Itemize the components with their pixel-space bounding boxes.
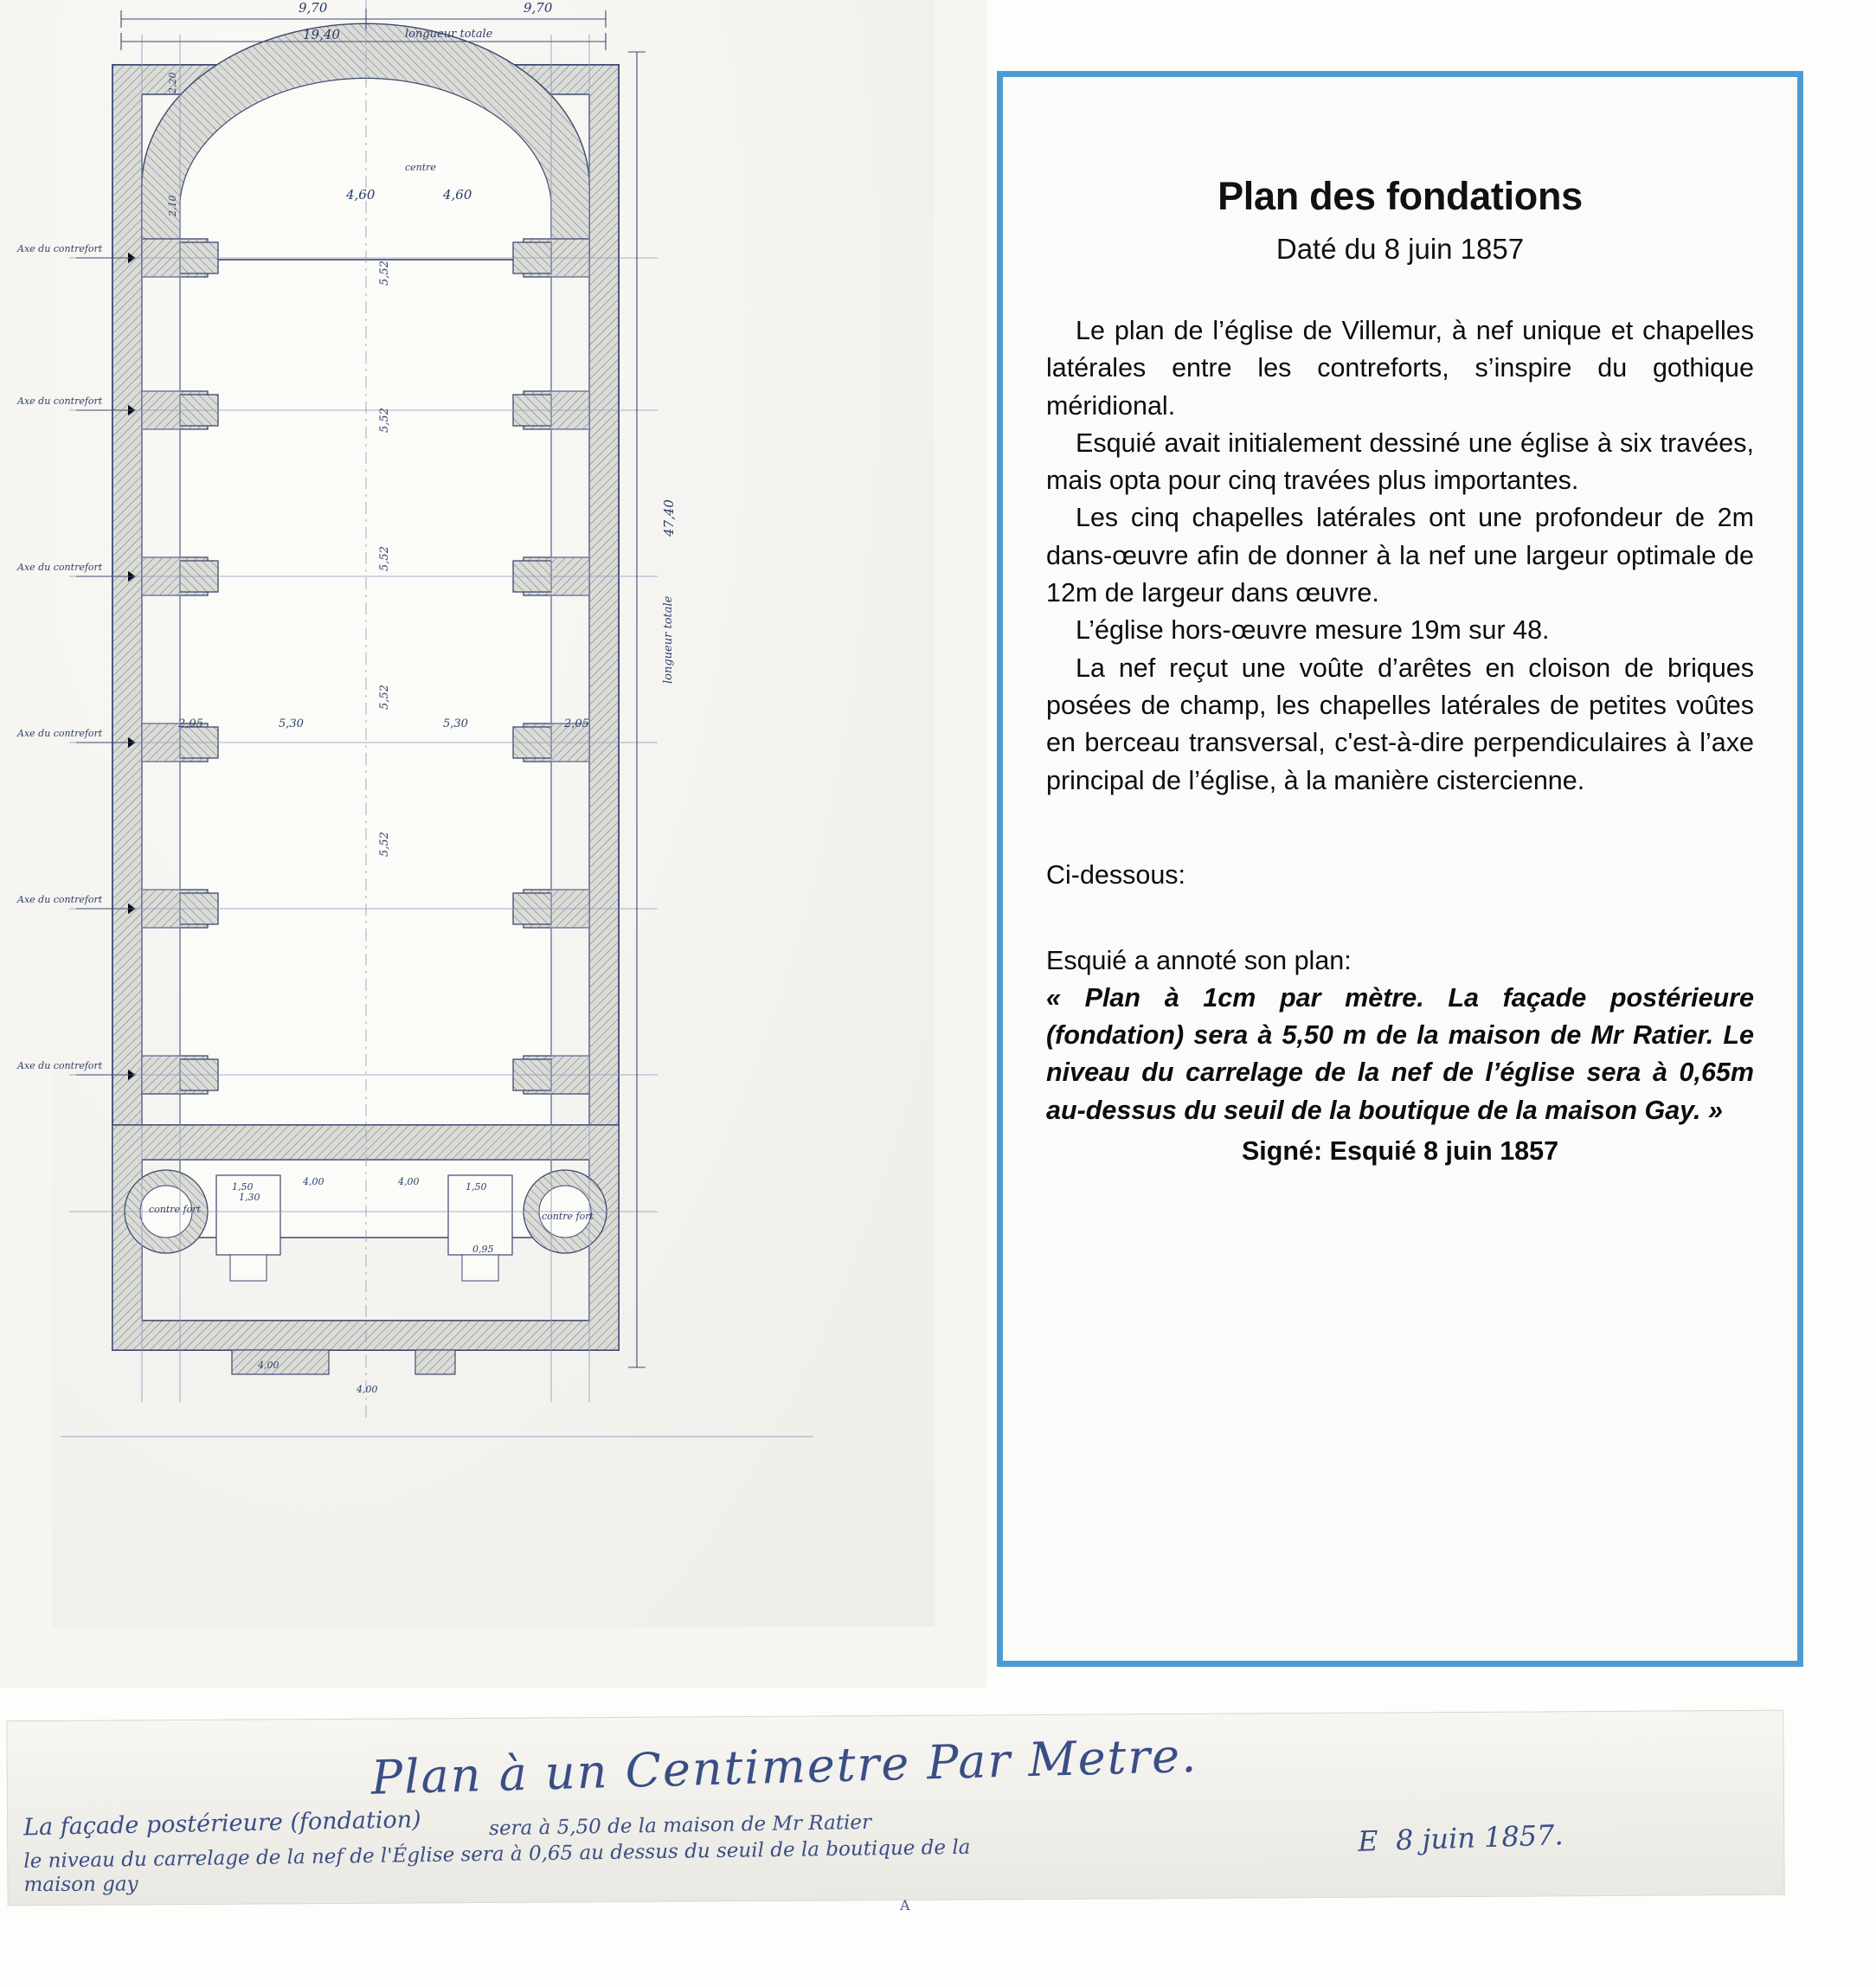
handwriting-strip-scan xyxy=(6,1710,1784,1907)
dim-front-bottom: 4,00 xyxy=(258,1360,279,1371)
buttress-label-3: Axe du contrefort xyxy=(17,562,103,573)
below-label: Ci-dessous: xyxy=(1046,859,1186,890)
page-subtitle: Daté du 8 juin 1857 xyxy=(1275,233,1525,265)
dim-right-total: 47,40 xyxy=(661,499,677,537)
annotation-intro: Esquié a annoté son plan: xyxy=(1046,945,1352,975)
dim-bay-e: 5,52 xyxy=(378,832,391,857)
dim-total-top-label: longueur totale xyxy=(405,28,493,41)
dim-right-total-label: longueur totale xyxy=(662,595,675,684)
dim-total-top: 19,40 xyxy=(303,27,340,42)
foundation-plan-scan xyxy=(0,0,986,1688)
left-tower-label: contre fort xyxy=(149,1204,201,1215)
dim-bay-d: 5,52 xyxy=(378,685,391,710)
dim-apse-left: 4,60 xyxy=(346,187,376,203)
dim-vestibule-left: 1,50 xyxy=(232,1181,254,1193)
buttress-label-6: Axe du contrefort xyxy=(17,1060,103,1071)
buttress-label-1: Axe du contrefort xyxy=(17,243,103,254)
strip-line-3: maison gay xyxy=(23,1873,138,1897)
dim-door-right: 4,00 xyxy=(398,1176,420,1187)
panel-body xyxy=(1046,312,1754,800)
strip-line-middle: sera à 5,50 de la maison de Mr Ratier xyxy=(488,1810,872,1841)
dim-top-right: 9,70 xyxy=(524,0,553,16)
buttress-label-2: Axe du contrefort xyxy=(17,395,103,407)
buttress-label-4: Axe du contrefort xyxy=(17,728,103,739)
page-marker: A xyxy=(900,1897,910,1913)
dim-nave-half-left: 5,30 xyxy=(279,717,304,730)
buttress-label-5: Axe du contrefort xyxy=(17,894,103,905)
paragraph-4: L’église hors-œuvre mesure 19m sur 48. xyxy=(1076,615,1550,646)
dim-small-b: 2,10 xyxy=(167,195,178,216)
paragraph-1: Le plan de l’église de Villemur, à nef unique et chapelles latérales entre les contreforts, s’inspire du gothique méridional. xyxy=(1046,316,1754,421)
dim-chapel-right: 2,05 xyxy=(564,717,589,730)
dim-bay-a: 5,52 xyxy=(378,260,391,286)
strip-title-handwritten: Plan à un Centimetre Par Metre. xyxy=(370,1727,1199,1805)
dim-bay-b: 5,52 xyxy=(378,408,391,433)
dim-top-left: 9,70 xyxy=(299,0,328,16)
right-tower-label: contre fort xyxy=(542,1211,594,1222)
info-panel-inner xyxy=(1032,100,1768,1635)
paragraph-2: Esquié avait initialement dessiné une église à six travées, mais opta pour cinq travées plus importantes. xyxy=(1046,428,1754,496)
signature-line: Signé: Esquié 8 juin 1857 xyxy=(1241,1136,1559,1167)
plan-drawing xyxy=(52,0,935,1627)
axis-label: centre xyxy=(405,162,436,173)
dim-front-bottom-2: 4,00 xyxy=(357,1384,378,1395)
dim-small-d: 0,95 xyxy=(472,1244,494,1255)
info-panel xyxy=(997,71,1803,1667)
dim-nave-half-right: 5,30 xyxy=(443,717,468,730)
dim-bay-c: 5,52 xyxy=(378,546,391,571)
strip-line-1: La façade postérieure (fondation) xyxy=(22,1806,421,1842)
paragraph-5: La nef reçut une voûte d’arêtes en cloison de briques posées de champ, les chapelles latérales de petites voûtes en berceau transversal, c'est-à-dire perpendiculaires à l’axe principal de l’église, à la manière cistercienne. xyxy=(1046,653,1754,795)
dim-chapel-left: 2,05 xyxy=(178,717,203,730)
dim-door-left: 4,00 xyxy=(303,1176,324,1187)
paragraph-3: Les cinq chapelles latérales ont une profondeur de 2m dans-œuvre afin de donner à la nef une largeur optimale de 12m de largeur dans œuvre. xyxy=(1046,503,1754,608)
annotation-quote: « Plan à 1cm par mètre. La façade postérieure (fondation) sera à 5,50 m de la maison de Mr Ratier. Le niveau du carrelage de la nef de l’église sera à 0,65m au-dessus du seuil de la boutique de la maison Gay. » xyxy=(1046,982,1754,1125)
page-title: Plan des fondations xyxy=(1217,174,1583,218)
plan-paper xyxy=(17,0,935,1627)
strip-signature: E 8 juin 1857. xyxy=(1357,1818,1564,1858)
strip-line-2: le niveau du carrelage de la nef de l'Église sera à 0,65 au dessus du seuil de la boutique de la xyxy=(23,1836,971,1873)
dim-apse-right: 4,60 xyxy=(443,187,472,203)
dim-vestibule-right: 1,50 xyxy=(466,1181,487,1193)
dim-small-c: 1,30 xyxy=(239,1192,260,1203)
dim-small-a: 2,20 xyxy=(167,72,178,93)
